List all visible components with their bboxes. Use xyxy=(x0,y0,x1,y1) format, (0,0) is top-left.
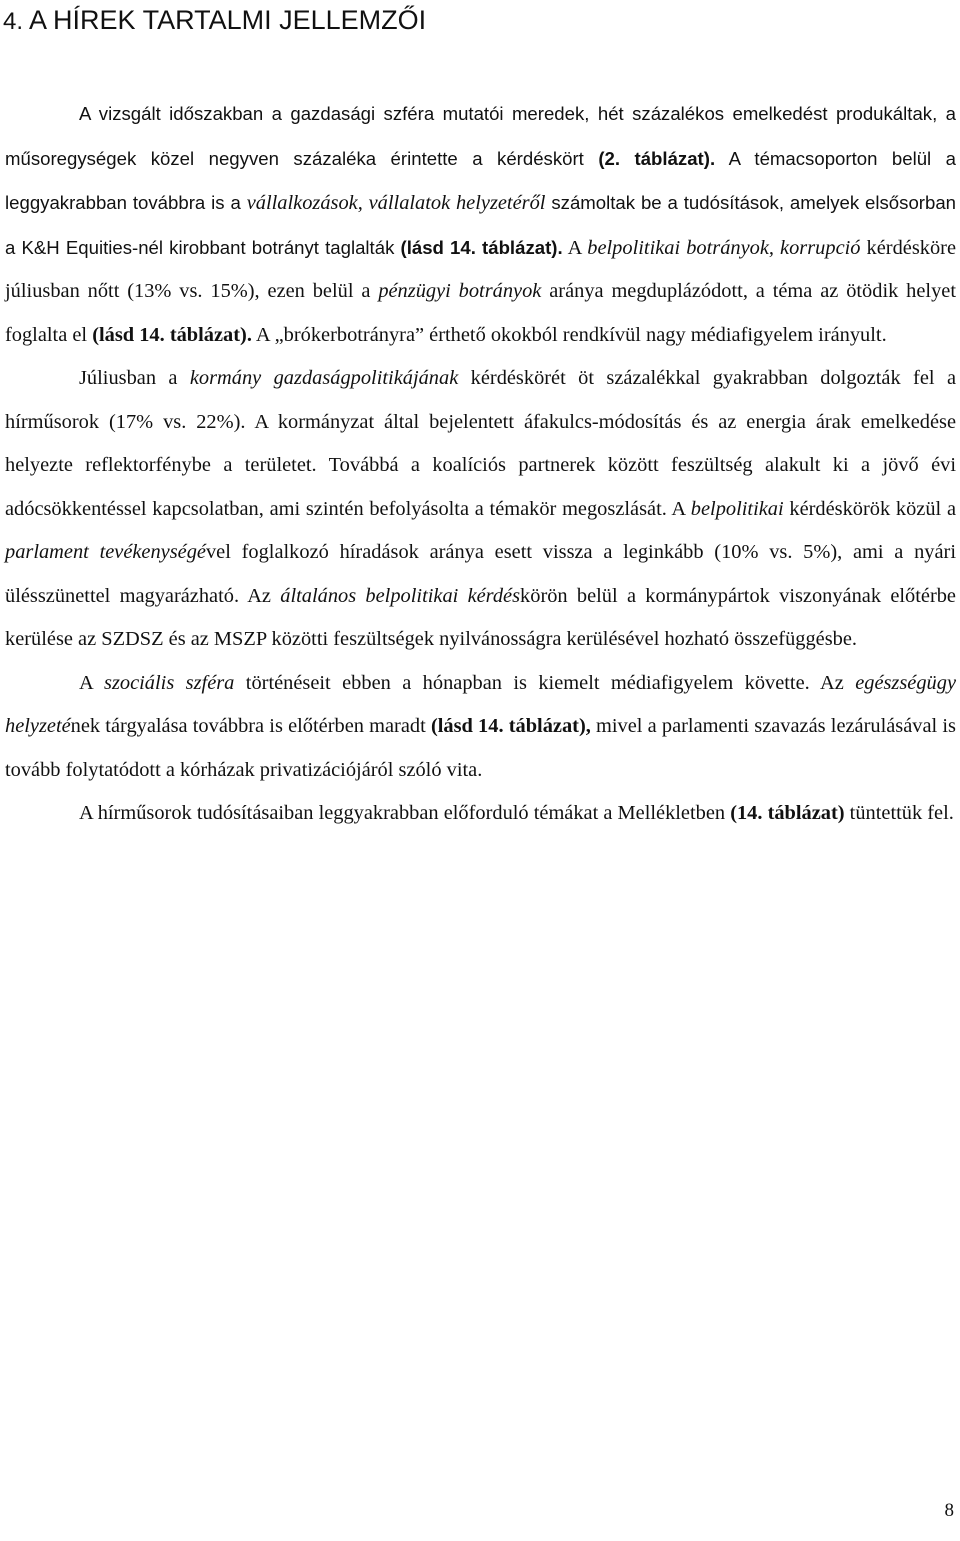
text-span: történéseit ebben a hónapban is kiemelt médiafigyelem követte. Az xyxy=(234,671,856,694)
italic-span: belpolitikai xyxy=(690,497,784,520)
text-span: A xyxy=(79,671,105,694)
text-span: tüntettük fel. xyxy=(844,802,954,824)
italic-span: belpolitikai botrányok, korrupció xyxy=(587,236,861,259)
italic-span: általános belpolitikai kérdés xyxy=(280,584,521,607)
bold-span: (lásd 14. táblázat). xyxy=(92,323,252,346)
text-span: (2. táblázat). xyxy=(598,147,716,169)
section-title: A HÍREK TARTALMI JELLEMZŐI xyxy=(29,5,427,35)
text-span: A „brókerbotrányra” érthető okokból rendkívül nagy médiafigyelem irányult. xyxy=(251,323,887,346)
italic-span: szociális szféra xyxy=(104,671,235,694)
section-number: 4. xyxy=(3,8,24,35)
text-span: számoltak be a tudósítások, amelyek elsősorban a K&H Equities-nél kirobbant botrányt taglalták xyxy=(5,192,956,258)
paragraph-appendix-note xyxy=(5,792,956,836)
text-span: A vizsgált időszakban a gazdasági szféra mutatói meredek, hét százalékos emelkedést produkáltak, a műsoregységek közel negyven százaléka érintette a kérdéskört xyxy=(5,103,956,169)
bold-span: (14. táblázat) xyxy=(730,802,845,824)
text-span: mivel a parlamenti szavazás lezárulásával is tovább folytatódott a kórházak privatizációjáról szóló vita. xyxy=(5,715,956,781)
italic-span: parlament tevékenységé xyxy=(5,541,206,563)
text-span: (lásd 14. táblázat). xyxy=(400,236,563,258)
text-span: körön belül a kormánypártok viszonyának előtérbe kerülése az SZDSZ és az MSZP közötti feszültségek nyilvánosságra kerülésével hozható összefüggésbe. xyxy=(5,584,956,650)
italic-span: kormány gazdaságpolitikájának xyxy=(189,367,459,389)
section-heading xyxy=(3,4,426,38)
text-span: A xyxy=(562,236,588,259)
page-number: 8 xyxy=(944,1500,954,1521)
text-span: aránya megduplázódott, a téma az ötödik helyet foglalta el xyxy=(5,280,956,346)
paragraph-government-policy xyxy=(5,357,956,662)
italic-span: vállalkozások, vállalatok helyzetéről xyxy=(246,192,546,214)
paragraph-economy xyxy=(5,92,956,357)
text-span: kérdéskörök közül a xyxy=(783,497,956,520)
text-span: A hírműsorok tudósításaiban leggyakrabban előforduló témákat a Mellékletben xyxy=(79,802,731,824)
text-span: A témacsoporton belül a leggyakrabban továbbra is a xyxy=(5,147,956,213)
italic-span: pénzügyi botrányok xyxy=(378,280,542,302)
text-span: Júliusban a xyxy=(79,367,190,389)
text-span: vel foglalkozó híradások aránya esett vissza a leginkább (10% vs. 5%), ami a nyári ülésszünettel magyarázható. Az xyxy=(5,541,956,607)
text-span: kérdésköre júliusban nőtt (13% vs. 15%), ezen belül a xyxy=(5,236,957,302)
paragraph-social-sphere xyxy=(5,662,956,793)
text-span: nek tárgyalása továbbra is előtérben maradt xyxy=(70,715,431,737)
text-span: kérdéskörét öt százalékkal gyakrabban dolgozták fel a hírműsorok (17% vs. 22%). A kormányzat által bejelentett áfakulcs-módosítás és az energia árak emelkedése helyezte reflektorfénybe a területet. Továbbá a koalíciós partnerek között feszültség alakult ki a jövő évi adócsökkentéssel kapcsolatban, ami szintén befolyásolta a témakör megoszlását. A xyxy=(5,367,957,520)
bold-span: (lásd 14. táblázat), xyxy=(430,715,591,737)
body-text xyxy=(5,92,956,836)
italic-span: egészségügy helyzeté xyxy=(5,671,956,737)
